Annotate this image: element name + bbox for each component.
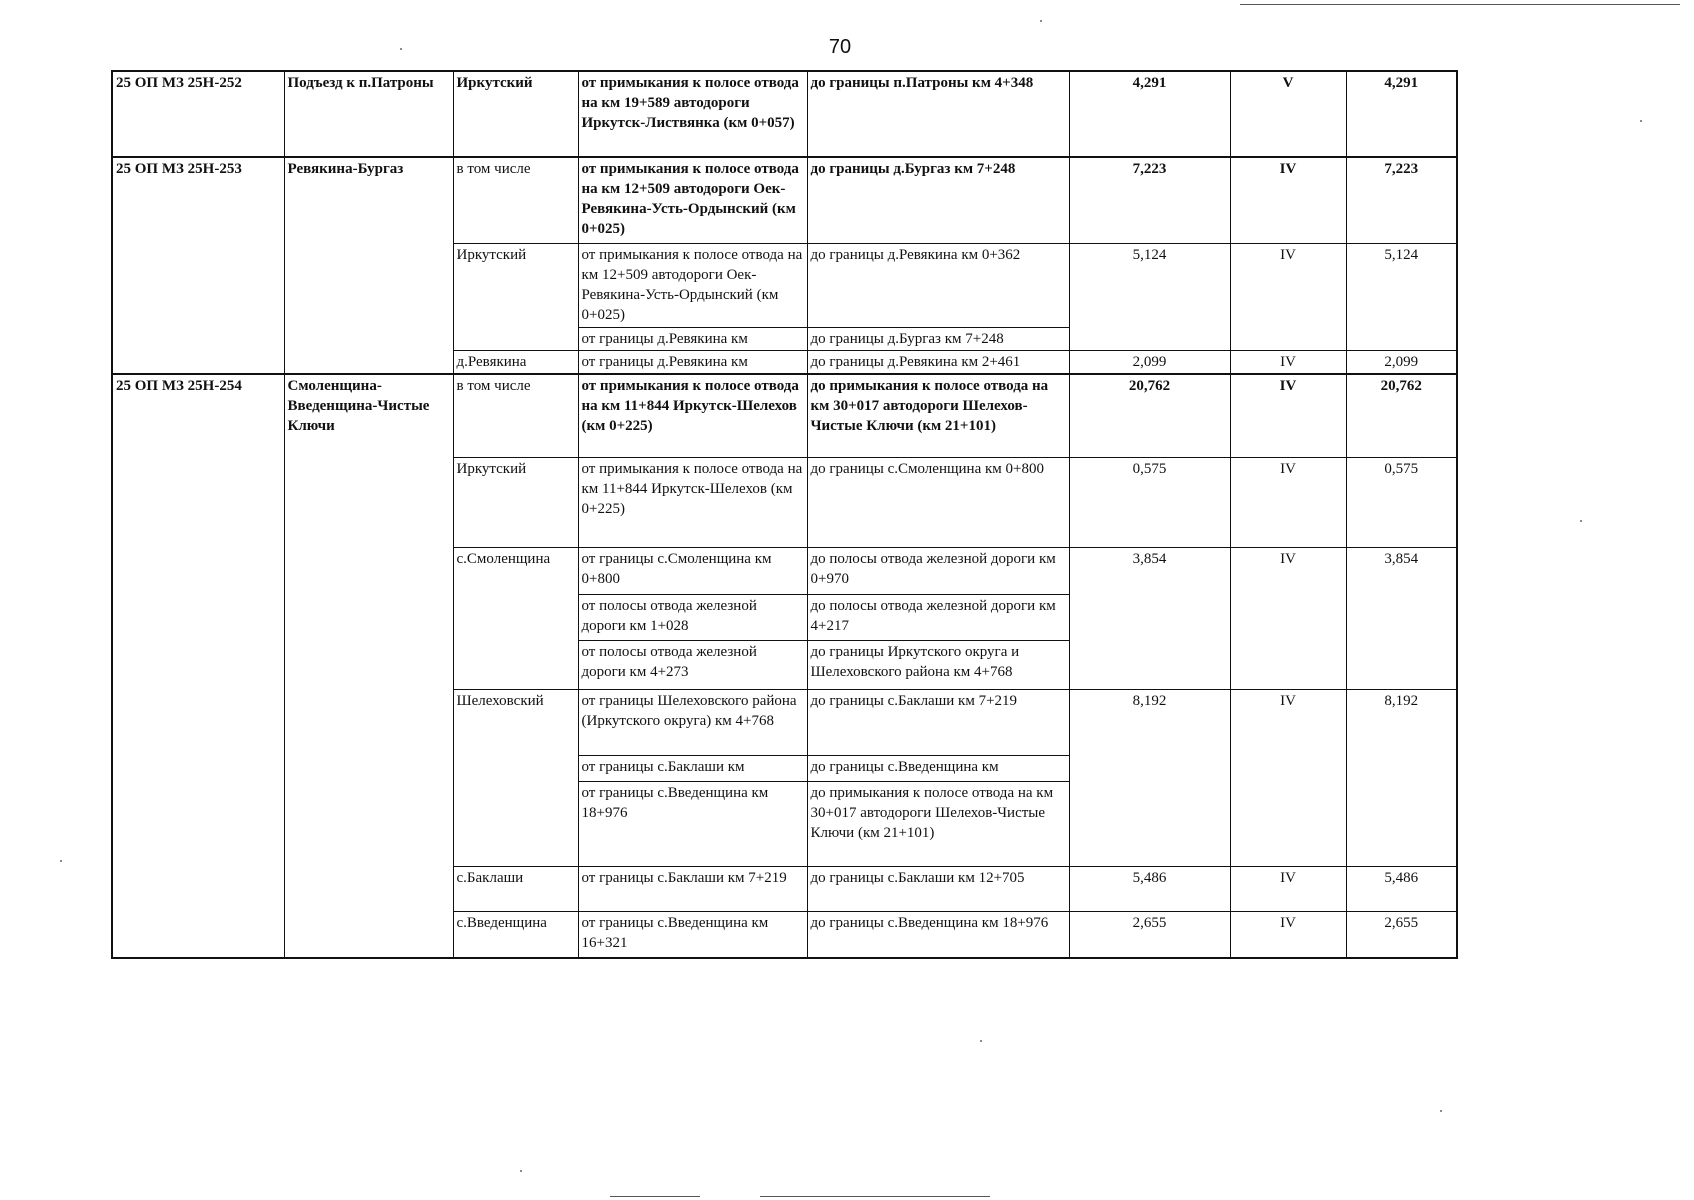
length-by-category-cell: 5,486 xyxy=(1346,867,1457,912)
to-cell: до примыкания к полосе отвода на км 30+017 автодороги Шелехов-Чистые Ключи (км 21+101) xyxy=(807,782,1069,867)
length-cell: 3,854 xyxy=(1069,548,1230,690)
from-cell: от примыкания к полосе отвода на км 11+844 Иркутск-Шелехов (км 0+225) xyxy=(578,458,807,548)
length-by-category-cell: 8,192 xyxy=(1346,690,1457,867)
scan-speck xyxy=(1040,20,1042,22)
scan-speck xyxy=(1640,120,1642,122)
to-cell: до границы с.Баклаши км 12+705 xyxy=(807,867,1069,912)
road-name: Ревякина-Бургаз xyxy=(284,157,453,374)
to-cell: до границы д.Ревякина км 2+461 xyxy=(807,350,1069,374)
road-id: 25 ОП МЗ 25Н-253 xyxy=(112,157,284,374)
to-cell: до границы с.Введенщина км xyxy=(807,756,1069,782)
from-cell: от границы д.Ревякина км xyxy=(578,350,807,374)
road-id: 25 ОП МЗ 25Н-254 xyxy=(112,374,284,958)
category-cell: IV xyxy=(1230,374,1346,458)
table-row xyxy=(112,157,1457,243)
category-cell: IV xyxy=(1230,458,1346,548)
length-cell: 2,655 xyxy=(1069,912,1230,958)
to-cell: до полосы отвода железной дороги км 0+970 xyxy=(807,548,1069,595)
district-cell: с.Смоленщина xyxy=(453,548,578,690)
length-cell: 2,099 xyxy=(1069,350,1230,374)
length-cell: 4,291 xyxy=(1069,71,1230,157)
category-cell: IV xyxy=(1230,548,1346,690)
scan-line-bottom-2 xyxy=(760,1196,990,1197)
category-cell: IV xyxy=(1230,157,1346,243)
scan-speck xyxy=(1440,1110,1442,1112)
length-by-category-cell: 2,655 xyxy=(1346,912,1457,958)
from-cell: от примыкания к полосе отвода на км 12+509 автодороги Оек-Ревякина-Усть-Ордынский (км 0+025) xyxy=(578,243,807,327)
to-cell: до границы д.Ревякина км 0+362 xyxy=(807,243,1069,327)
length-cell: 7,223 xyxy=(1069,157,1230,243)
length-cell: 5,486 xyxy=(1069,867,1230,912)
length-by-category-cell: 2,099 xyxy=(1346,350,1457,374)
to-cell: до примыкания к полосе отвода на км 30+017 автодороги Шелехов-Чистые Ключи (км 21+101) xyxy=(807,374,1069,458)
category-cell: IV xyxy=(1230,690,1346,867)
length-cell: 8,192 xyxy=(1069,690,1230,867)
length-by-category-cell: 20,762 xyxy=(1346,374,1457,458)
to-cell: до границы п.Патроны км 4+348 xyxy=(807,71,1069,157)
length-by-category-cell: 3,854 xyxy=(1346,548,1457,690)
length-by-category-cell: 4,291 xyxy=(1346,71,1457,157)
table-row xyxy=(112,374,1457,458)
scan-line-top xyxy=(1240,4,1680,5)
from-cell: от границы с.Баклаши км xyxy=(578,756,807,782)
district-cell: с.Баклаши xyxy=(453,867,578,912)
from-cell: от границы Шелеховского района (Иркутского округа) км 4+768 xyxy=(578,690,807,756)
to-cell: до границы с.Баклаши км 7+219 xyxy=(807,690,1069,756)
to-cell: до полосы отвода железной дороги км 4+217 xyxy=(807,595,1069,641)
length-by-category-cell: 7,223 xyxy=(1346,157,1457,243)
from-cell: от границы д.Ревякина км xyxy=(578,327,807,350)
district-cell: Иркутский xyxy=(453,243,578,350)
scan-speck xyxy=(400,48,402,50)
to-cell: до границы д.Бургаз км 7+248 xyxy=(807,327,1069,350)
category-cell: IV xyxy=(1230,350,1346,374)
from-cell: от полосы отвода железной дороги км 1+028 xyxy=(578,595,807,641)
scan-speck xyxy=(1580,520,1582,522)
roads-table xyxy=(111,70,1458,959)
from-cell: от примыкания к полосе отвода на км 11+844 Иркутск-Шелехов (км 0+225) xyxy=(578,374,807,458)
scan-speck xyxy=(60,860,62,862)
page-number: 70 xyxy=(828,36,852,58)
district-cell: в том числе xyxy=(453,157,578,243)
to-cell: до границы с.Введенщина км 18+976 xyxy=(807,912,1069,958)
length-cell: 5,124 xyxy=(1069,243,1230,350)
length-by-category-cell: 5,124 xyxy=(1346,243,1457,350)
road-id: 25 ОП МЗ 25Н-252 xyxy=(112,71,284,157)
length-cell: 20,762 xyxy=(1069,374,1230,458)
from-cell: от примыкания к полосе отвода на км 19+589 автодороги Иркутск-Листвянка (км 0+057) xyxy=(578,71,807,157)
district-cell: д.Ревякина xyxy=(453,350,578,374)
district-cell: Шелеховский xyxy=(453,690,578,867)
category-cell: IV xyxy=(1230,912,1346,958)
from-cell: от границы с.Введенщина км 16+321 xyxy=(578,912,807,958)
from-cell: от полосы отвода железной дороги км 4+273 xyxy=(578,641,807,690)
from-cell: от примыкания к полосе отвода на км 12+509 автодороги Оек-Ревякина-Усть-Ордынский (км 0+025) xyxy=(578,157,807,243)
length-by-category-cell: 0,575 xyxy=(1346,458,1457,548)
to-cell: до границы д.Бургаз км 7+248 xyxy=(807,157,1069,243)
from-cell: от границы с.Введенщина км 18+976 xyxy=(578,782,807,867)
road-name: Подъезд к п.Патроны xyxy=(284,71,453,157)
district-cell: с.Введенщина xyxy=(453,912,578,958)
from-cell: от границы с.Смоленщина км 0+800 xyxy=(578,548,807,595)
district-cell: Иркутский xyxy=(453,71,578,157)
category-cell: IV xyxy=(1230,243,1346,350)
district-cell: в том числе xyxy=(453,374,578,458)
category-cell: IV xyxy=(1230,867,1346,912)
scan-speck xyxy=(980,1040,982,1042)
district-cell: Иркутский xyxy=(453,458,578,548)
road-name: Смоленщина-Введенщина-Чистые Ключи xyxy=(284,374,453,958)
from-cell: от границы с.Баклаши км 7+219 xyxy=(578,867,807,912)
category-cell: V xyxy=(1230,71,1346,157)
length-cell: 0,575 xyxy=(1069,458,1230,548)
scan-line-bottom xyxy=(610,1196,700,1197)
table-row xyxy=(112,71,1457,157)
scan-speck xyxy=(520,1170,522,1172)
to-cell: до границы с.Смоленщина км 0+800 xyxy=(807,458,1069,548)
to-cell: до границы Иркутского округа и Шелеховского района км 4+768 xyxy=(807,641,1069,690)
